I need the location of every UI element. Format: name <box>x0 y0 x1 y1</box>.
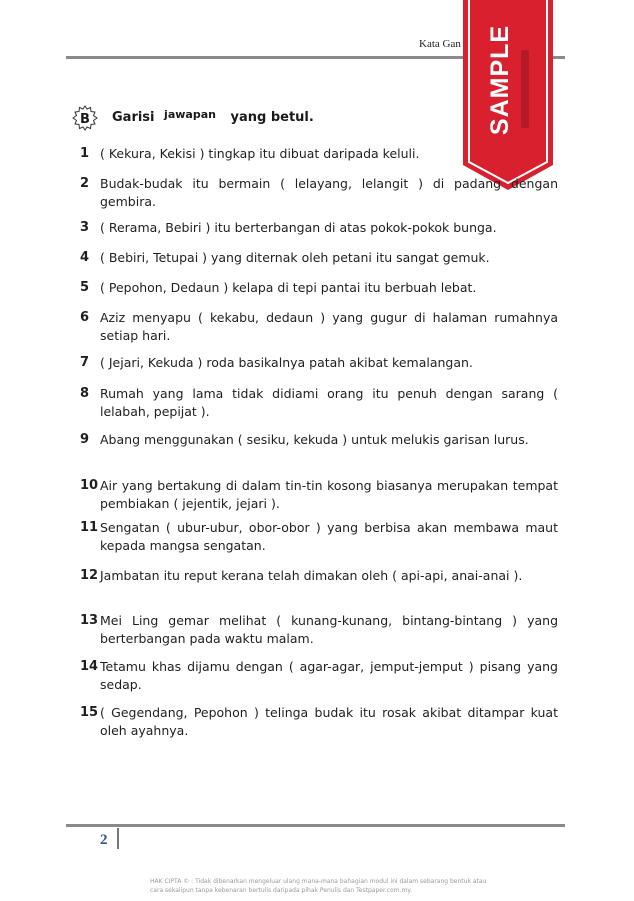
ribbon-subtitle-bar <box>521 50 529 128</box>
section-b-badge <box>71 104 99 132</box>
question-number: 15 <box>80 705 99 720</box>
question-text: Jambatan itu reput kerana telah dimakan oleh ( api-api, anai-anai ). <box>100 568 523 583</box>
section-instruction <box>112 110 314 125</box>
question-text: Sengatan ( ubur-ubur, obor-obor ) yang berbisa akan membawa maut kepada mangsa sengatan. <box>100 520 558 553</box>
question-item <box>80 219 558 237</box>
page-number: 2 <box>100 832 108 848</box>
question-item <box>80 145 558 163</box>
question-item <box>80 249 558 267</box>
section-badge-letter: B <box>80 112 90 127</box>
question-item <box>80 431 558 449</box>
instruction-part-3: yang betul. <box>230 110 314 125</box>
question-number: 9 <box>80 432 90 447</box>
question-number: 4 <box>80 250 90 265</box>
question-item <box>80 354 558 372</box>
question-text: Rumah yang lama tidak didiami orang itu penuh dengan sarang ( lelabah, pepijat ). <box>100 386 558 419</box>
question-number: 1 <box>80 146 90 161</box>
question-number: 8 <box>80 386 90 401</box>
question-item <box>80 612 558 648</box>
question-text: ( Jejari, Kekuda ) roda basikalnya patah akibat kemalangan. <box>100 355 473 370</box>
question-text: Budak-budak itu bermain ( lelayang, lelangit ) di padang dengan gembira. <box>100 176 558 209</box>
question-text: Air yang bertakung di dalam tin-tin kosong biasanya merupakan tempat pembiakan ( jejentik, jejari ). <box>100 478 558 511</box>
question-text: Mei Ling gemar melihat ( kunang-kunang, bintang-bintang ) yang berterbangan pada waktu malam. <box>100 613 558 646</box>
question-text: ( Kekura, Kekisi ) tingkap itu dibuat daripada keluli. <box>100 146 420 161</box>
instruction-part-1: Garisi <box>112 110 155 125</box>
header-title: Kata Gan <box>419 38 461 50</box>
question-number: 5 <box>80 280 90 295</box>
question-item <box>80 519 558 555</box>
question-item <box>80 309 558 345</box>
question-number: 14 <box>80 659 99 674</box>
question-text: Aziz menyapu ( kekabu, dedaun ) yang gugur di halaman rumahnya setiap hari. <box>100 310 558 343</box>
question-number: 7 <box>80 355 90 370</box>
question-text: ( Pepohon, Dedaun ) kelapa di tepi pantai itu berbuah lebat. <box>100 280 477 295</box>
instruction-part-2: jawapan <box>164 108 216 121</box>
question-number: 10 <box>80 478 99 493</box>
question-text: Tetamu khas dijamu dengan ( agar-agar, jemput-jemput ) pisang yang sedap. <box>100 659 558 692</box>
question-item <box>80 175 558 211</box>
question-text: Abang menggunakan ( sesiku, kekuda ) untuk melukis garisan lurus. <box>100 432 529 447</box>
question-item <box>80 658 558 694</box>
footer-divider <box>66 824 565 827</box>
question-number: 12 <box>80 568 99 583</box>
question-item <box>80 477 558 513</box>
question-text: ( Gegendang, Pepohon ) telinga budak itu rosak akibat ditampar kuat oleh ayahnya. <box>100 705 558 738</box>
question-item <box>80 567 558 585</box>
question-item <box>80 704 558 740</box>
question-text: ( Bebiri, Tetupai ) yang diternak oleh petani itu sangat gemuk. <box>100 250 490 265</box>
question-item <box>80 279 558 297</box>
copyright-notice: HAK CIPTA © : Tidak dibenarkan mengeluar ulang mana-mana bahagian modul ini dalam sebarang bentuk atau cara sekalipun tanpa kebenaran bertulis daripada pihak Penulis dan Testpaper.com.my. <box>150 878 487 894</box>
question-text: ( Rerama, Bebiri ) itu berterbangan di atas pokok-pokok bunga. <box>100 220 497 235</box>
page-number-divider <box>117 828 119 849</box>
question-number: 3 <box>80 220 90 235</box>
sample-watermark-label: SAMPLE <box>486 24 514 136</box>
question-number: 11 <box>80 520 99 535</box>
question-item <box>80 385 558 421</box>
question-number: 6 <box>80 310 90 325</box>
question-number: 2 <box>80 176 90 191</box>
question-number: 13 <box>80 613 99 628</box>
